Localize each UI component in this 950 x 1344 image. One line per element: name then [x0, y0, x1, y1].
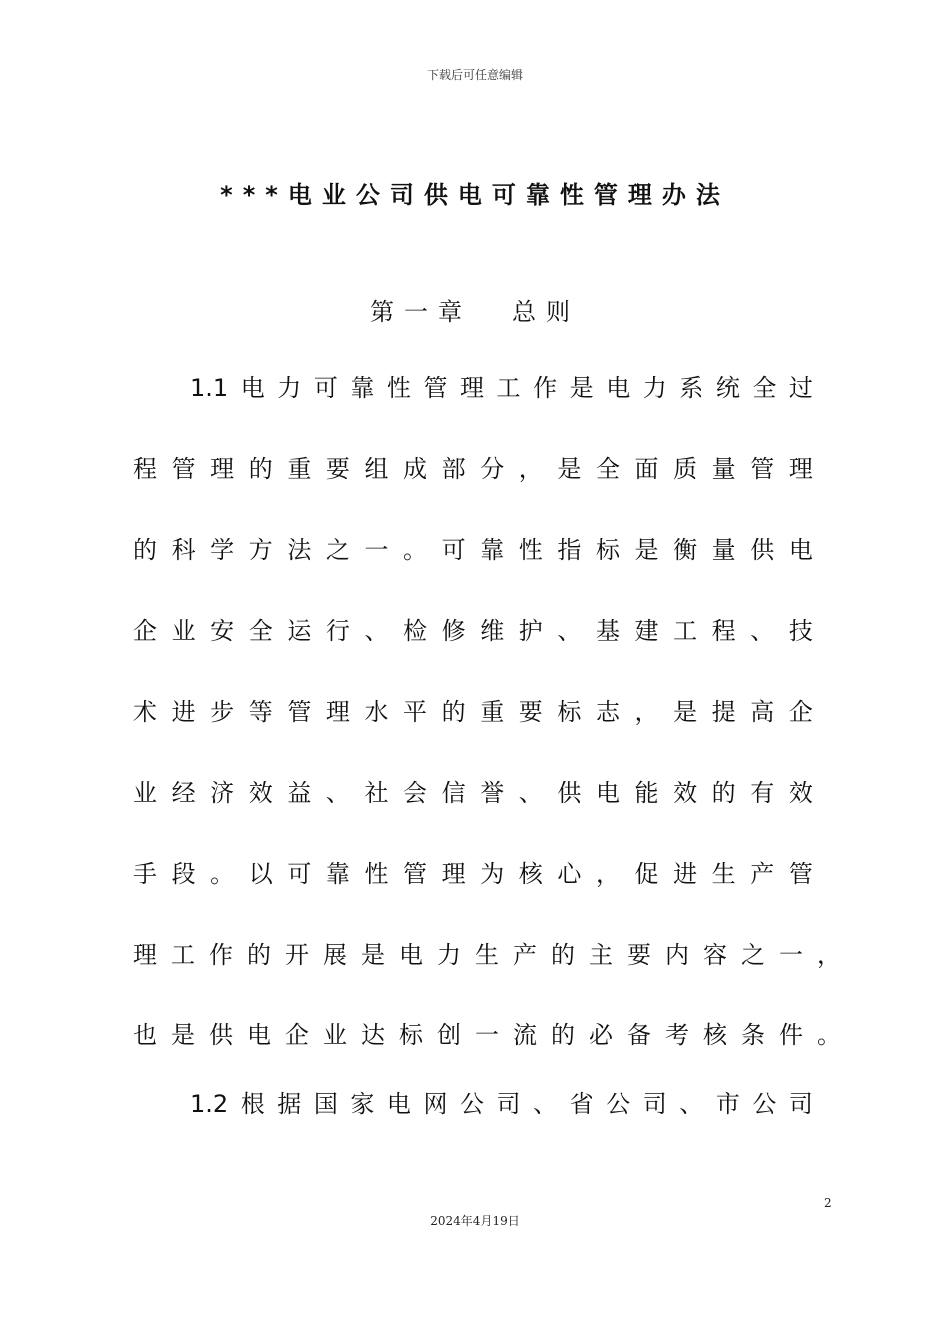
document-title: ***电业公司供电可靠性管理办法	[220, 181, 730, 209]
glyph: 的	[551, 941, 575, 969]
glyph: 根	[240, 1090, 265, 1118]
glyph: 、	[364, 617, 389, 645]
glyph: 要	[627, 941, 651, 969]
glyph: 创	[437, 1021, 461, 1049]
glyph: 的	[133, 536, 157, 564]
glyph: 达	[361, 1021, 385, 1049]
glyph: 重	[287, 455, 312, 483]
glyph: 可	[441, 536, 466, 564]
glyph: 工	[496, 374, 521, 402]
glyph: 是	[673, 698, 698, 726]
glyph: 检	[403, 617, 428, 645]
glyph: 运	[287, 617, 312, 645]
glyph: 网	[423, 1090, 448, 1118]
glyph: 一	[364, 536, 389, 564]
glyph: 业	[133, 779, 157, 807]
glyph: 力	[437, 941, 461, 969]
glyph: 作	[533, 374, 558, 402]
glyph: 建	[634, 617, 659, 645]
glyph: 、	[557, 617, 582, 645]
glyph: 心	[557, 860, 582, 888]
glyph: 信	[441, 779, 466, 807]
glyph: 是	[361, 941, 385, 969]
glyph: 企	[788, 698, 813, 726]
glyph: 公	[460, 1090, 484, 1118]
glyph: 电	[399, 941, 423, 969]
glyph: 分	[480, 455, 505, 483]
glyph: 内	[665, 941, 689, 969]
glyph: 一	[779, 941, 803, 969]
glyph: 靠	[325, 860, 350, 888]
glyph: 全	[248, 617, 273, 645]
glyph: 开	[285, 941, 309, 969]
glyph: 组	[364, 455, 389, 483]
glyph: 指	[557, 536, 582, 564]
glyph: 是	[171, 1021, 195, 1049]
glyph: 考	[665, 1021, 689, 1049]
glyph: 之	[741, 941, 765, 969]
glyph: 段	[171, 860, 196, 888]
glyph: 量	[711, 536, 736, 564]
glyph: 质	[673, 455, 698, 483]
glyph: 志	[595, 698, 620, 726]
glyph: 之	[325, 536, 350, 564]
glyph: 高	[750, 698, 775, 726]
glyph: 核	[518, 860, 543, 888]
text-line	[133, 856, 813, 892]
glyph: 程	[711, 617, 736, 645]
glyph: 可	[313, 374, 338, 402]
glyph: 、	[325, 779, 350, 807]
glyph: 是	[557, 455, 582, 483]
chapter-number: 第一章	[370, 298, 472, 326]
glyph: 管	[423, 374, 448, 402]
glyph: 。	[210, 860, 235, 888]
glyph: 流	[513, 1021, 537, 1049]
glyph: 效	[673, 779, 698, 807]
glyph: 管	[788, 860, 813, 888]
glyph: 市	[715, 1090, 740, 1118]
glyph: 1.2	[190, 1090, 229, 1118]
glyph: 学	[210, 536, 235, 564]
glyph: 有	[750, 779, 775, 807]
glyph: 公	[606, 1090, 631, 1118]
glyph: 水	[364, 698, 389, 726]
glyph: 也	[133, 1021, 157, 1049]
glyph: ，	[518, 455, 543, 483]
glyph: 条	[741, 1021, 765, 1049]
glyph: 展	[323, 941, 347, 969]
glyph: 过	[788, 374, 813, 402]
glyph: 是	[634, 536, 659, 564]
glyph: 经	[171, 779, 196, 807]
text-line	[133, 1017, 841, 1053]
glyph: ，	[817, 941, 841, 969]
glyph: 供	[557, 779, 582, 807]
page-number: 2	[824, 1196, 832, 1210]
glyph: 工	[673, 617, 698, 645]
text-line	[190, 370, 813, 406]
glyph: 效	[248, 779, 273, 807]
glyph: 修	[441, 617, 466, 645]
glyph: 提	[711, 698, 736, 726]
glyph: 作	[209, 941, 233, 969]
glyph: 进	[673, 860, 698, 888]
glyph: 必	[589, 1021, 613, 1049]
glyph: 方	[248, 536, 273, 564]
glyph: 以	[248, 860, 273, 888]
text-line	[133, 694, 813, 730]
glyph: 据	[277, 1090, 302, 1118]
chapter-heading	[0, 292, 950, 327]
glyph: 效	[788, 779, 813, 807]
glyph: 技	[788, 617, 813, 645]
glyph: 管	[287, 698, 312, 726]
glyph: 程	[133, 455, 157, 483]
glyph: 供	[209, 1021, 233, 1049]
glyph: 、	[518, 779, 543, 807]
glyph: 、	[533, 1090, 558, 1118]
glyph: 电	[247, 1021, 271, 1049]
footer-date: 2024年4月19日	[430, 1214, 520, 1228]
glyph: 重	[480, 698, 505, 726]
glyph: 企	[285, 1021, 309, 1049]
glyph: 产	[750, 860, 775, 888]
glyph: 的	[248, 455, 273, 483]
glyph: 业	[323, 1021, 347, 1049]
glyph: 业	[171, 617, 196, 645]
glyph: 力	[277, 374, 302, 402]
glyph: 济	[210, 779, 235, 807]
glyph: 社	[364, 779, 389, 807]
glyph: 能	[634, 779, 659, 807]
glyph: 全	[752, 374, 777, 402]
glyph: 性	[386, 374, 411, 402]
glyph: ，	[595, 860, 620, 888]
glyph: 全	[595, 455, 620, 483]
glyph: 进	[171, 698, 196, 726]
glyph: 的	[247, 941, 271, 969]
text-line	[133, 775, 813, 811]
glyph: 可	[287, 860, 312, 888]
glyph: 生	[711, 860, 736, 888]
glyph: 电	[240, 374, 265, 402]
glyph: 的	[441, 698, 466, 726]
glyph: 家	[350, 1090, 375, 1118]
glyph: 司	[642, 1090, 667, 1118]
glyph: 电	[595, 779, 620, 807]
glyph: 国	[313, 1090, 338, 1118]
glyph: 管	[750, 455, 775, 483]
glyph: 一	[475, 1021, 499, 1049]
glyph: 性	[518, 536, 543, 564]
glyph: 为	[480, 860, 505, 888]
glyph: 步	[210, 698, 235, 726]
glyph: 管	[171, 455, 196, 483]
text-line	[133, 937, 841, 973]
glyph: 容	[703, 941, 727, 969]
glyph: 靠	[350, 374, 375, 402]
glyph: 管	[403, 860, 428, 888]
glyph: 是	[569, 374, 594, 402]
glyph: 誉	[480, 779, 505, 807]
glyph: 供	[750, 536, 775, 564]
glyph: 益	[287, 779, 312, 807]
glyph: 件	[779, 1021, 803, 1049]
text-line	[190, 1086, 813, 1122]
text-line	[133, 451, 813, 487]
glyph: 主	[589, 941, 613, 969]
glyph: 电	[386, 1090, 411, 1118]
glyph: 力	[642, 374, 667, 402]
glyph: 等	[248, 698, 273, 726]
glyph: 基	[595, 617, 620, 645]
glyph: 标	[399, 1021, 423, 1049]
glyph: 公	[752, 1090, 777, 1118]
glyph: ，	[634, 698, 659, 726]
header-note: 下载后可任意编辑	[426, 68, 523, 82]
glyph: 衡	[673, 536, 698, 564]
glyph: 科	[171, 536, 196, 564]
glyph: 成	[403, 455, 428, 483]
glyph: 理	[788, 455, 813, 483]
glyph: 手	[133, 860, 157, 888]
text-line	[133, 532, 813, 568]
glyph: 企	[133, 617, 157, 645]
text-line	[133, 613, 813, 649]
glyph: 护	[518, 617, 543, 645]
glyph: 平	[403, 698, 428, 726]
glyph: 部	[441, 455, 466, 483]
glyph: 、	[679, 1090, 704, 1118]
glyph: 电	[788, 536, 813, 564]
glyph: 法	[287, 536, 312, 564]
glyph: 核	[703, 1021, 727, 1049]
glyph: 理	[441, 860, 466, 888]
glyph: 理	[210, 455, 235, 483]
glyph: 电	[606, 374, 631, 402]
glyph: 。	[817, 1021, 841, 1049]
glyph: 促	[634, 860, 659, 888]
chapter-title: 总则	[512, 298, 580, 326]
glyph: 生	[475, 941, 499, 969]
glyph: 安	[210, 617, 235, 645]
glyph: 产	[513, 941, 537, 969]
glyph: 术	[133, 698, 157, 726]
glyph: 、	[750, 617, 775, 645]
glyph: 要	[325, 455, 350, 483]
glyph: 维	[480, 617, 505, 645]
glyph: 司	[496, 1090, 521, 1118]
glyph: 统	[715, 374, 740, 402]
glyph: 工	[171, 941, 195, 969]
glyph: 行	[325, 617, 350, 645]
glyph: 标	[557, 698, 582, 726]
glyph: 性	[364, 860, 389, 888]
glyph: 要	[518, 698, 543, 726]
glyph: 面	[634, 455, 659, 483]
glyph: 理	[133, 941, 157, 969]
glyph: 司	[788, 1090, 813, 1118]
glyph: 量	[711, 455, 736, 483]
glyph: 标	[595, 536, 620, 564]
glyph: 的	[711, 779, 736, 807]
glyph: 系	[679, 374, 704, 402]
glyph: 的	[551, 1021, 575, 1049]
glyph: 理	[325, 698, 350, 726]
glyph: 理	[460, 374, 484, 402]
glyph: 。	[403, 536, 428, 564]
glyph: 省	[569, 1090, 594, 1118]
glyph: 1.1	[190, 374, 229, 402]
glyph: 备	[627, 1021, 651, 1049]
glyph: 会	[403, 779, 428, 807]
glyph: 靠	[480, 536, 505, 564]
